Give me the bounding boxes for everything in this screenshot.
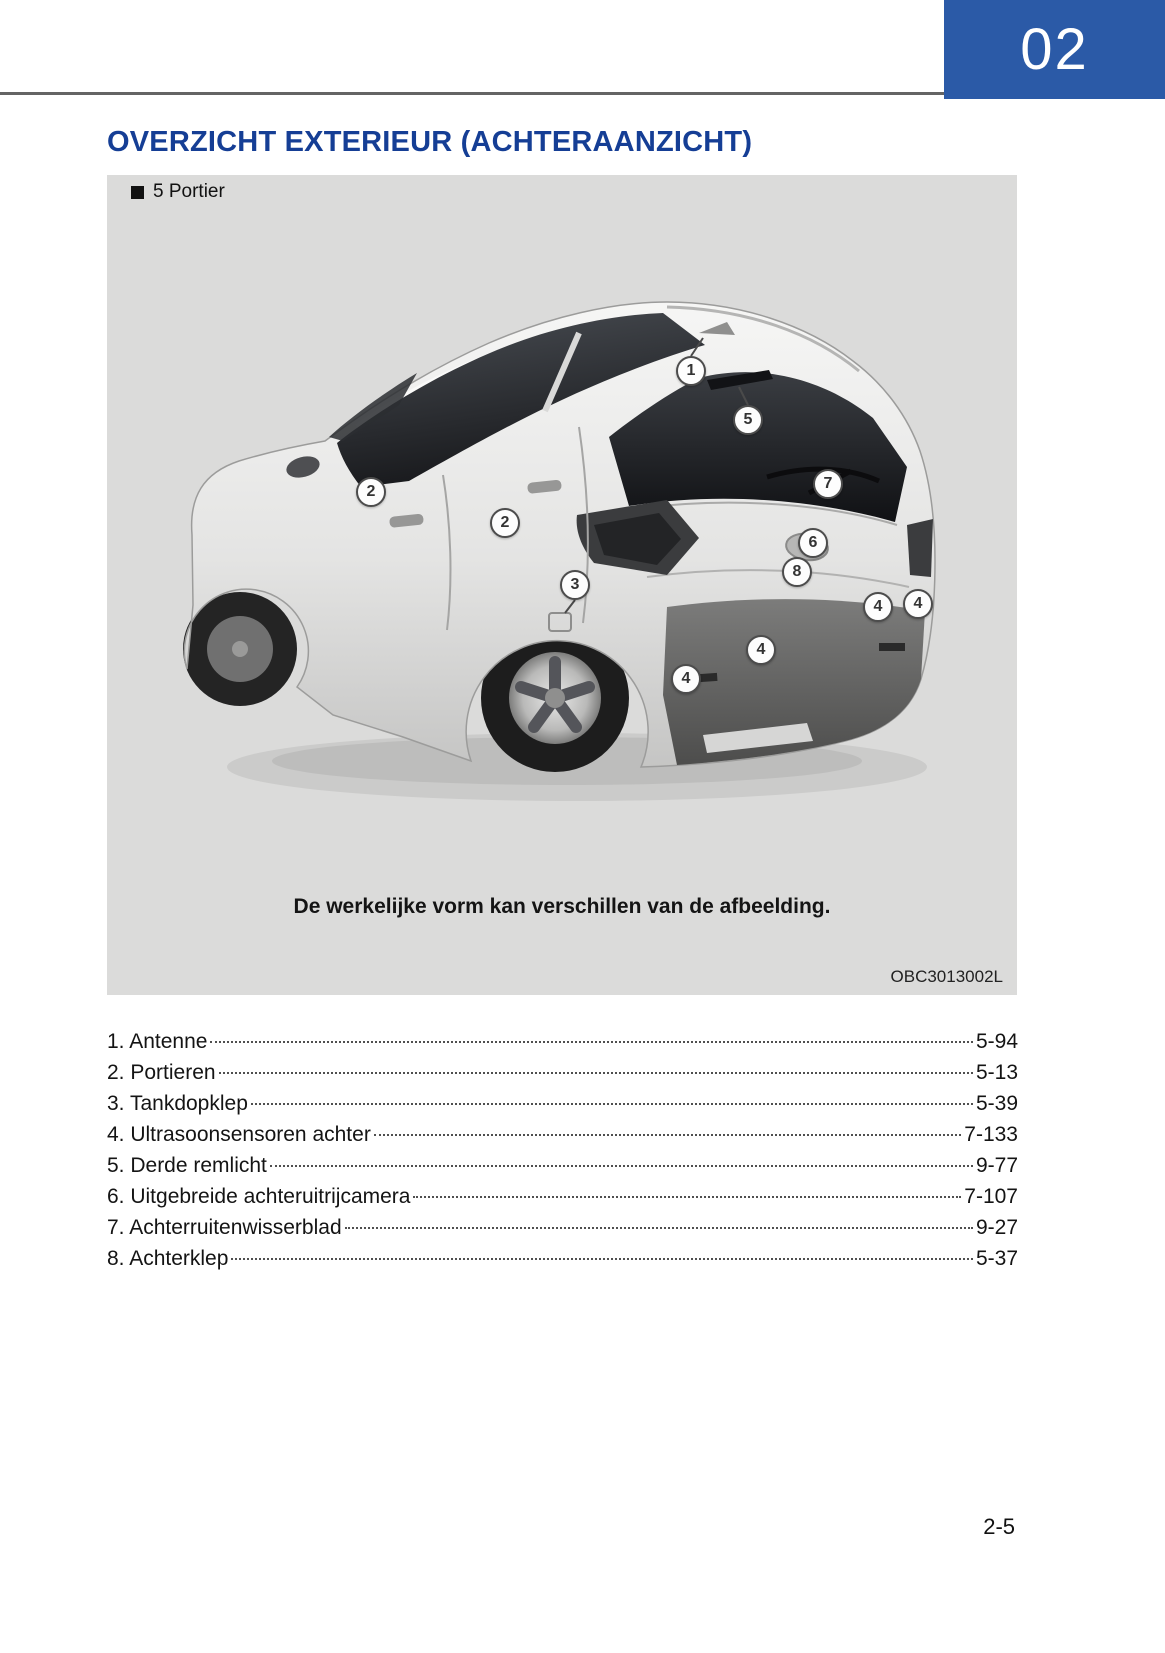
legend-label: 2. Portieren	[107, 1061, 216, 1084]
legend-list	[107, 1030, 1018, 1278]
legend-page-ref: 9-77	[975, 1154, 1018, 1177]
rear-bumper	[663, 599, 925, 765]
chapter-tab	[944, 0, 1165, 99]
legend-item	[107, 1092, 1018, 1123]
variant-label-text: 5 Portier	[153, 181, 225, 202]
callout-4a: 4	[863, 592, 893, 622]
callout-4c: 4	[746, 635, 776, 665]
dot-leader	[210, 1041, 973, 1043]
callout-8: 8	[782, 557, 812, 587]
figure-caption: De werkelijke vorm kan verschillen van de afbeelding.	[293, 895, 831, 918]
legend-page-ref: 5-94	[975, 1030, 1018, 1053]
legend-page-ref: 5-13	[975, 1061, 1018, 1084]
dot-leader	[231, 1258, 973, 1260]
legend-label: 5. Derde remlicht	[107, 1154, 267, 1177]
legend-page-ref: 7-107	[964, 1185, 1018, 1208]
callout-6: 6	[798, 528, 828, 558]
legend-page-ref: 7-133	[964, 1123, 1018, 1146]
dot-leader	[270, 1165, 973, 1167]
legend-item	[107, 1123, 1018, 1154]
figure-variant-label	[131, 181, 225, 203]
legend-item	[107, 1061, 1018, 1092]
dot-leader	[251, 1103, 973, 1105]
callout-1: 1	[676, 356, 706, 386]
page-title: OVERZICHT EXTERIEUR (ACHTERAANZICHT)	[107, 126, 753, 158]
chapter-number: 02	[1020, 17, 1089, 82]
header-rule	[0, 92, 944, 95]
figure-box	[107, 175, 1017, 995]
black-square-marker	[131, 186, 144, 199]
dot-leader	[413, 1196, 961, 1198]
callout-4b: 4	[903, 589, 933, 619]
figure-image-code: OBC3013002L	[890, 967, 1003, 986]
legend-item	[107, 1216, 1018, 1247]
callout-2b: 2	[490, 508, 520, 538]
legend-label: 7. Achterruitenwisserblad	[107, 1216, 342, 1239]
dot-leader	[219, 1072, 973, 1074]
legend-label: 8. Achterklep	[107, 1247, 229, 1270]
legend-label: 3. Tankdopklep	[107, 1092, 248, 1115]
legend-label: 6. Uitgebreide achteruitrijcamera	[107, 1185, 411, 1208]
legend-item	[107, 1185, 1018, 1216]
dot-leader	[374, 1134, 961, 1136]
legend-page-ref: 9-27	[975, 1216, 1018, 1239]
page-number: 2-5	[983, 1514, 1015, 1539]
callout-4d: 4	[671, 664, 701, 694]
legend-label: 1. Antenne	[107, 1030, 208, 1053]
legend-item	[107, 1154, 1018, 1185]
legend-label: 4. Ultrasoonsensoren achter	[107, 1123, 371, 1146]
legend-item	[107, 1030, 1018, 1061]
callout-7: 7	[813, 469, 843, 499]
callout-3: 3	[560, 570, 590, 600]
callout-5: 5	[733, 405, 763, 435]
legend-page-ref: 5-39	[975, 1092, 1018, 1115]
dot-leader	[345, 1227, 973, 1229]
legend-item	[107, 1247, 1018, 1278]
callout-2a: 2	[356, 477, 386, 507]
legend-page-ref: 5-37	[975, 1247, 1018, 1270]
